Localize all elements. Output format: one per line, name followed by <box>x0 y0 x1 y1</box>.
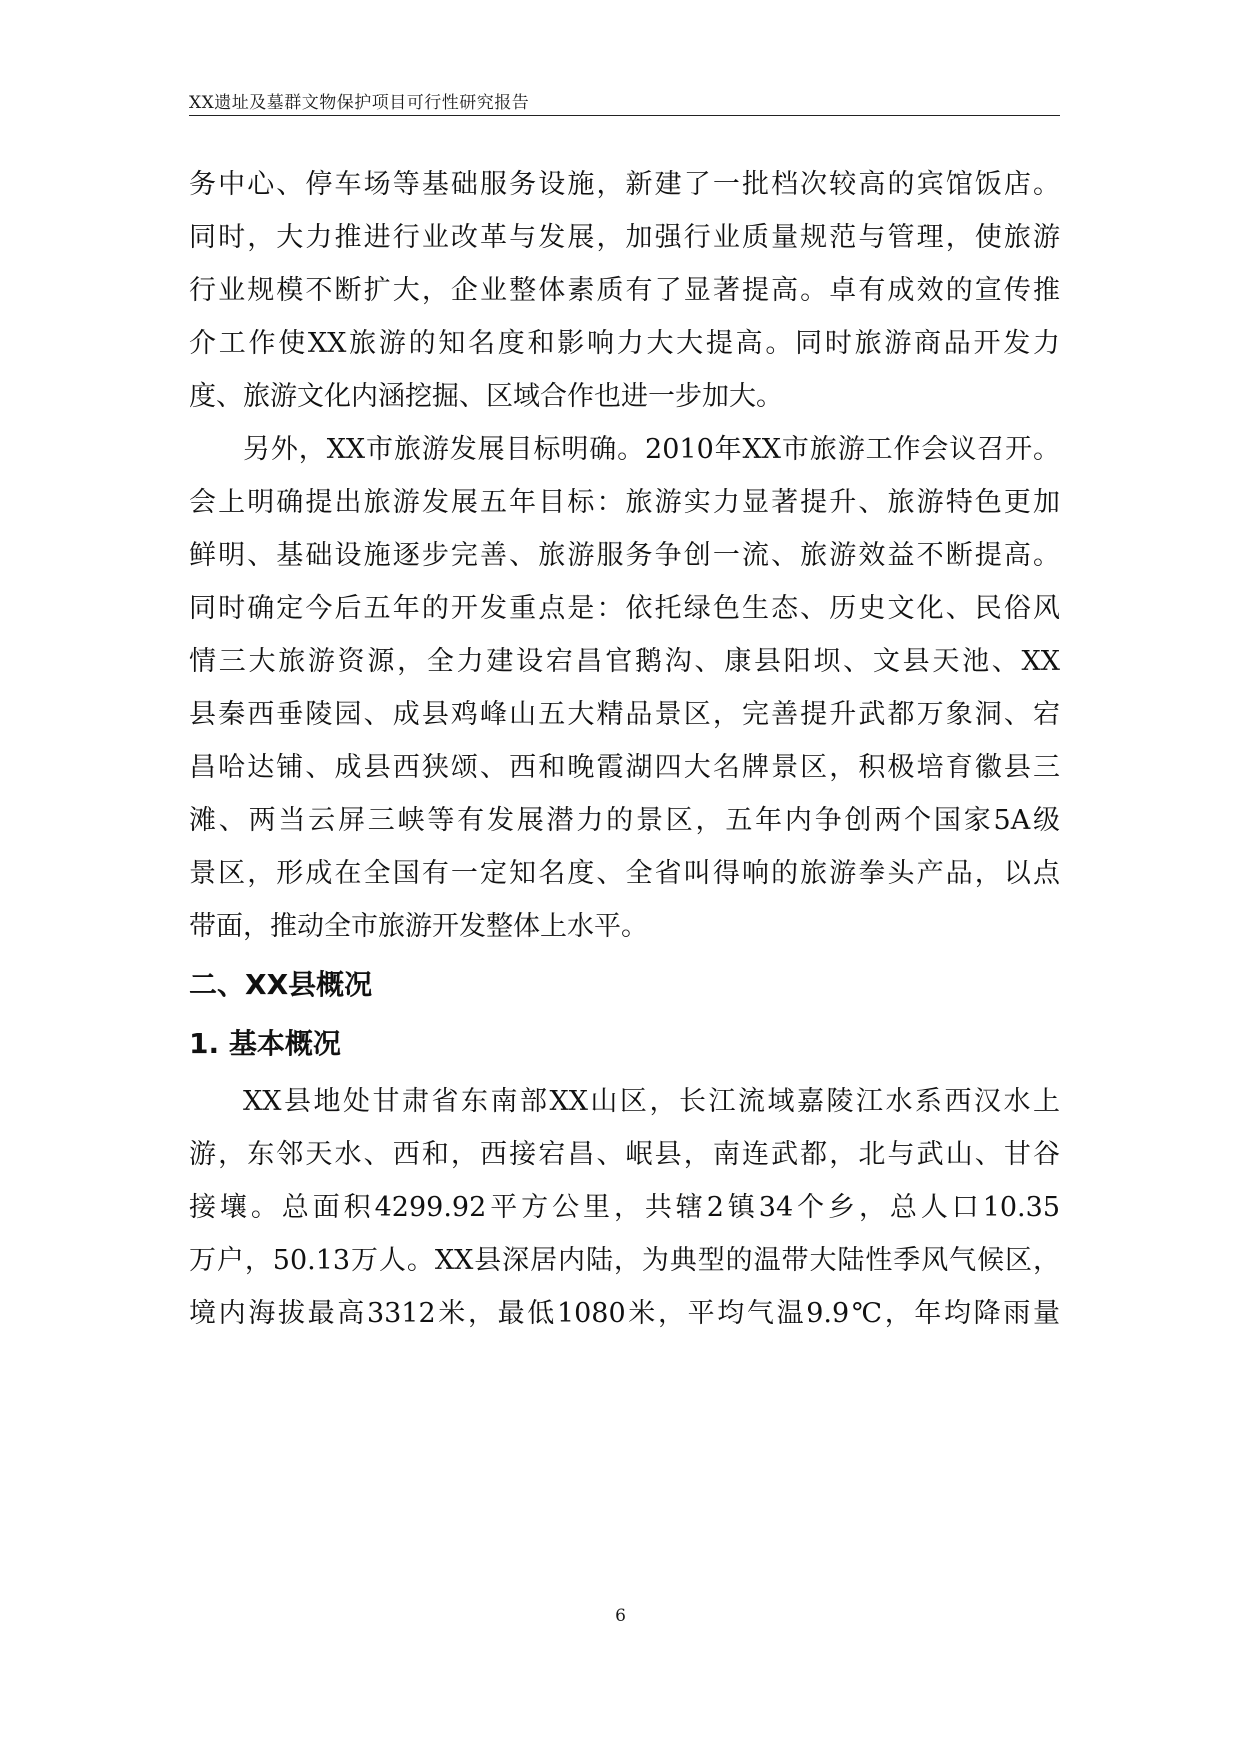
text-line: 昌哈达铺、成县西狭颂、西和晚霞湖四大名牌景区，积极培育徽县三 <box>189 752 1060 783</box>
text-line: 万户，50.13万人。XX县深居内陆，为典型的温带大陆性季风气候区， <box>189 1245 1060 1276</box>
text-line: 滩、两当云屏三峡等有发展潜力的景区，五年内争创两个国家5A级 <box>189 805 1060 836</box>
text-line: XX县地处甘肃省东南部XX山区，长江流域嘉陵江水系西汉水上 <box>243 1086 1060 1117</box>
text-line: 同时确定今后五年的开发重点是：依托绿色生态、历史文化、民俗风 <box>189 593 1060 624</box>
subsection-heading: 1. 基本概况 <box>189 1027 341 1060</box>
text-line: 鲜明、基础设施逐步完善、旅游服务争创一流、旅游效益不断提高。 <box>189 540 1060 571</box>
section-heading: 二、XX县概况 <box>189 968 373 1001</box>
text-line: 介工作使XX旅游的知名度和影响力大大提高。同时旅游商品开发力 <box>189 328 1060 359</box>
document-body <box>189 158 1060 1340</box>
paragraph-county-overview <box>189 1075 1060 1340</box>
text-line: 务中心、停车场等基础服务设施，新建了一批档次较高的宾馆饭店。 <box>189 169 1060 200</box>
text-line: 同时，大力推进行业改革与发展，加强行业质量规范与管理，使旅游 <box>189 222 1060 253</box>
running-header: XX遗址及墓群文物保护项目可行性研究报告 <box>189 93 530 113</box>
text-line: 度、旅游文化内涵挖掘、区域合作也进一步加大。 <box>189 381 783 412</box>
text-line: 行业规模不断扩大，企业整体素质有了显著提高。卓有成效的宣传推 <box>189 275 1060 306</box>
text-line: 会上明确提出旅游发展五年目标：旅游实力显著提升、旅游特色更加 <box>189 487 1060 518</box>
text-line: 景区，形成在全国有一定知名度、全省叫得响的旅游拳头产品，以点 <box>189 858 1060 889</box>
page-number: 6 <box>615 1606 626 1626</box>
text-line: 游，东邻天水、西和，西接宕昌、岷县，南连武都，北与武山、甘谷 <box>189 1139 1060 1170</box>
text-line: 接壤。总面积4299.92平方公里，共辖2镇34个乡，总人口10.35 <box>189 1192 1060 1223</box>
text-line: 情三大旅游资源，全力建设宕昌官鹅沟、康县阳坝、文县天池、XX <box>189 646 1060 677</box>
text-line: 另外，XX市旅游发展目标明确。2010年XX市旅游工作会议召开。 <box>243 434 1060 465</box>
paragraph-tourism-development <box>189 158 1060 423</box>
header-rule <box>189 115 1060 116</box>
text-line: 带面，推动全市旅游开发整体上水平。 <box>189 911 648 942</box>
paragraph-tourism-goals <box>189 423 1060 953</box>
text-line: 境内海拔最高3312米，最低1080米，平均气温9.9℃，年均降雨量 <box>189 1298 1060 1329</box>
text-line: 县秦西垂陵园、成县鸡峰山五大精品景区，完善提升武都万象洞、宕 <box>189 699 1060 730</box>
